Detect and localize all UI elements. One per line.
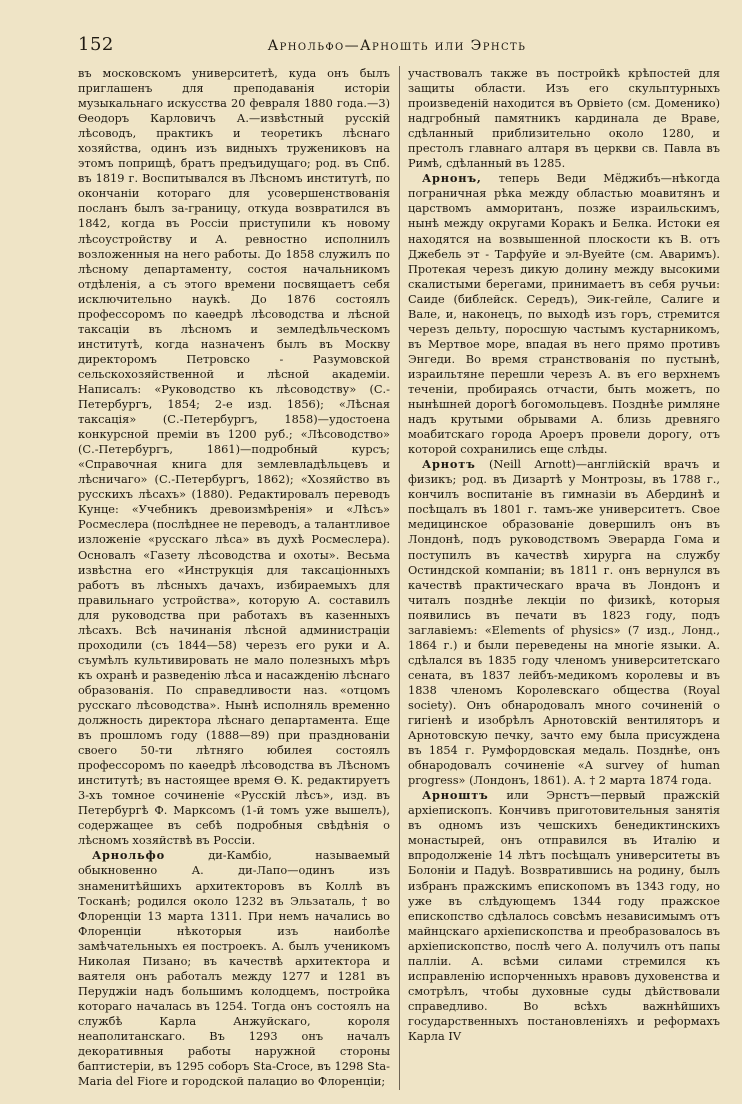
article-text: или Эрнстъ—первый пражскій архіепископъ. Кончивъ приготовительныя занятія въ одномъ изъ чешскихъ бенедиктинскихъ монастырей, онъ отправился въ Италію и впродолженіе 14 лѣтъ посѣщалъ университеты въ Болоніи и Падуѣ. Возвратившись на родину, былъ избранъ пражскимъ епископомъ въ 1343 году, но уже въ слѣдующемъ 1344 году пражское епископство сдѣлалось совсѣмъ независимымъ отъ майнцскаго архіепископства и преобразовалось въ архіепископство, послѣ чего А. получилъ отъ папы палліи. А. всѣми силами стремился къ исправленію испорченныхъ нравовъ духовенства и смотрѣлъ, чтобы духовные суды дѣйствовали справедливо. Во всѣхъ важнѣйшихъ государственныхъ постановленіяхъ и реформахъ Карла IV	[408, 788, 720, 1043]
article-head-word: Арнольфо	[92, 848, 165, 863]
article-text: теперь Веди Мёджибъ—нѣкогда пограничная рѣка между областью моавитянъ и царствомъ аммоританъ, позже израильскимъ, нынѣ между округами Коракъ и Белка. Истоки ея находятся на возвышенной плоскости къ В. отъ Джебель эт - Тарфуйе и эл-Вуейте (см. Аваримъ). Протекая черезъ дикую долину между высокими скалистыми берегами, принимаетъ въ себя ручьи: Саиде (библейск. Середъ), Эик-гейле, Салиге и Вале, и, наконецъ, по выходѣ изъ горъ, стремится черезъ дельту, поросшую частымъ кустарникомъ, въ Мертвое море, впадая въ него прямо противъ Энгеди. Во время странствованія по пустынѣ, израильтяне перешли черезъ А. въ его верхнемъ теченіи, пробираясь отчасти, быть можетъ, по нынѣшней дорогѣ богомольцевъ. Позднѣе римляне надъ крутыми обрывами А. близь древняго моабитскаго города Ароеръ провели дорогу, отъ которой сохранились еще слѣды.	[408, 171, 720, 457]
text-columns	[78, 66, 720, 1090]
article-paragraph	[408, 66, 720, 171]
page-header	[78, 34, 720, 56]
page-number: 152	[78, 34, 114, 55]
article-head-word: Арнотъ	[422, 457, 476, 472]
article-paragraph	[408, 788, 720, 1044]
column-divider	[399, 66, 400, 1090]
article-paragraph	[78, 848, 390, 1089]
article-text: (Neill Arnott)—англійскій врачъ и физикъ; род. въ Дизартѣ у Монтрозы, въ 1788 г., кончилъ воспитаніе въ гимназіи въ Абердинѣ и посѣщалъ въ 1801 г. тамъ-же университетъ. Свое медицинское образованіе довершилъ онъ въ Лондонѣ, подъ руководствомъ Эверарда Гома и поступилъ въ качествѣ хирурга на службу Остиндской компаніи; въ 1811 г. онъ вернулся въ качествѣ практическаго врача въ Лондонъ и читалъ позднѣе лекціи по физикѣ, которыя появились въ печати въ 1823 году, подъ заглавіемъ: «Elements of physics» (7 изд., Лонд., 1864 г.) и были переведены на многіе языки. А. сдѣлался въ 1835 году членомъ университетскаго сената, въ 1837 лейбъ-медикомъ королевы и въ 1838 членомъ Королевскаго общества (Royal society). Онъ обнародовалъ много сочиненій о гигіенѣ и изобрѣлъ Арнотовскій вентиляторъ и Арнотовскую печку, зачто ему была присуждена въ 1854 г. Румфордовская медаль. Позднѣе, онъ обнародовалъ сочиненіе «A survey of human progress» (Лондонъ, 1861). А. † 2 марта 1874 года.	[408, 457, 720, 788]
article-text: участвовалъ также въ постройкѣ крѣпостей для защиты области. Изъ его скульптурныхъ произведеній находится въ Орвіето (см. Доменико) надгробный памятникъ кардинала де Враве, сдѣланный приблизительно около 1280, и престолъ главнаго алтаря въ церкви св. Павла въ Римѣ, сдѣланный въ 1285.	[408, 66, 720, 171]
article-paragraph	[408, 171, 720, 457]
article-head-word: Арнонъ,	[422, 171, 482, 186]
article-paragraph	[408, 457, 720, 788]
article-text: въ московскомъ университетѣ, куда онъ былъ приглашенъ для преподаванія исторіи музыкальнаго искусства 20 февраля 1880 года.—3) Ѳеодоръ Карловичъ А.—извѣстный русскій лѣсоводъ, практикъ и теоретикъ лѣснаго хозяйства, одинъ изъ видныхъ тружениковъ на этомъ поприщѣ, братъ предъидущаго; род. въ Спб. въ 1819 г. Воспитывался въ Лѣсномъ институтѣ, по окончаніи котораго для усовершенствованія посланъ былъ за-границу, откуда возвратился въ 1842, когда въ Россіи приступили къ новому лѣсоустройству и А. ревностно исполнилъ возложенныя на него работы. До 1858 служилъ по лѣсному департаменту, состоя начальникомъ отдѣленія, а съ этого времени посвящаетъ себя исключительно наукѣ. До 1876 состоялъ профессоромъ по каѳедрѣ лѣсоводства и лѣсной таксаціи въ лѣсномъ и земледѣльческомъ институтѣ, когда назначенъ былъ въ Москву директоромъ Петровско - Разумовской сельскохозяйственной и лѣсной академіи. Написалъ: «Руководство къ лѣсоводству» (С.-Петербургъ, 1854; 2-е изд. 1856); «Лѣсная таксація» (С.-Петербургъ, 1858)—удостоена конкурсной преміи въ 1200 руб.; «Лѣсоводство» (С.-Петербургъ, 1861)—подробный курсъ; «Справочная книга для землевладѣльцевъ и лѣсничаго» (С.-Петербургъ, 1862); «Хозяйство въ русскихъ лѣсахъ» (1880). Редактировалъ переводъ Кунце: «Учебникъ древоизмѣренія» и «Лѣсъ» Росмеслера (послѣднее не переводъ, а талантливое изложеніе «русскаго лѣса» въ духѣ Росмеслера). Основалъ «Газету лѣсоводства и охоты». Весьма извѣстна его «Инструкція для таксаціонныхъ работъ въ лѣсныхъ дачахъ, избираемыхъ для правильнаго устройства», которую А. составилъ для руководства при работахъ въ казенныхъ лѣсахъ. Всѣ начинанія лѣсной администраціи проходили (съ 1844—58) черезъ его руки и А. съумѣлъ культивировать не мало полезныхъ мѣръ къ охранѣ и разведенію лѣса и насажденію лѣснаго образованія. По справедливости наз. «отцомъ русскаго лѣсоводства». Нынѣ исполняль временно должность директора лѣснаго департамента. Еще въ прошломъ году (1888—89) при празднованіи своего 50-ти лѣтняго юбилея состоялъ профессоромъ по каѳедрѣ лѣсоводства въ Лѣсномъ институтѣ; въ настоящее время Ѳ. К. редактируетъ 3-хъ томное сочиненіе «Русскій лѣсъ», изд. въ Петербургѣ Ф. Марксомъ (1-й томъ уже вышелъ), содержащее въ себѣ подробныя свѣдѣнія о лѣсномъ хозяйствѣ въ Россіи.	[78, 66, 390, 848]
article-text: ди-Камбіо, называемый обыкновенно А. ди-Лапо—одинъ изъ знаменитѣйшихъ архитекторовъ въ Коллѣ въ Тосканѣ; родился около 1232 въ Эльзаталь, † во Флоренціи 13 марта 1311. При немъ начались во Флоренціи нѣкоторыя изъ наиболѣе замѣчательныхъ ея построекъ. А. былъ ученикомъ Николая Пизано; въ качествѣ архитектора и ваятеля онъ работалъ между 1277 и 1281 въ Перуджіи надъ большимъ колодцемъ, постройка котораго началась въ 1254. Тогда онъ состоялъ на службѣ Карла Анжуйскаго, короля неаполитанскаго. Въ 1293 онъ началъ декоративныя работы наружной стороны баптистеріи, въ 1295 соборъ Sta-Croce, въ 1298 Sta-Maria del Fiore и городской палацио во Флоренціи;	[78, 848, 390, 1089]
article-paragraph	[78, 66, 390, 848]
right-column	[408, 66, 720, 1090]
running-title: Арнольфо—Арношть или Эрнсть	[267, 38, 527, 54]
article-head-word: Арноштъ	[422, 788, 489, 803]
left-column	[78, 66, 390, 1090]
